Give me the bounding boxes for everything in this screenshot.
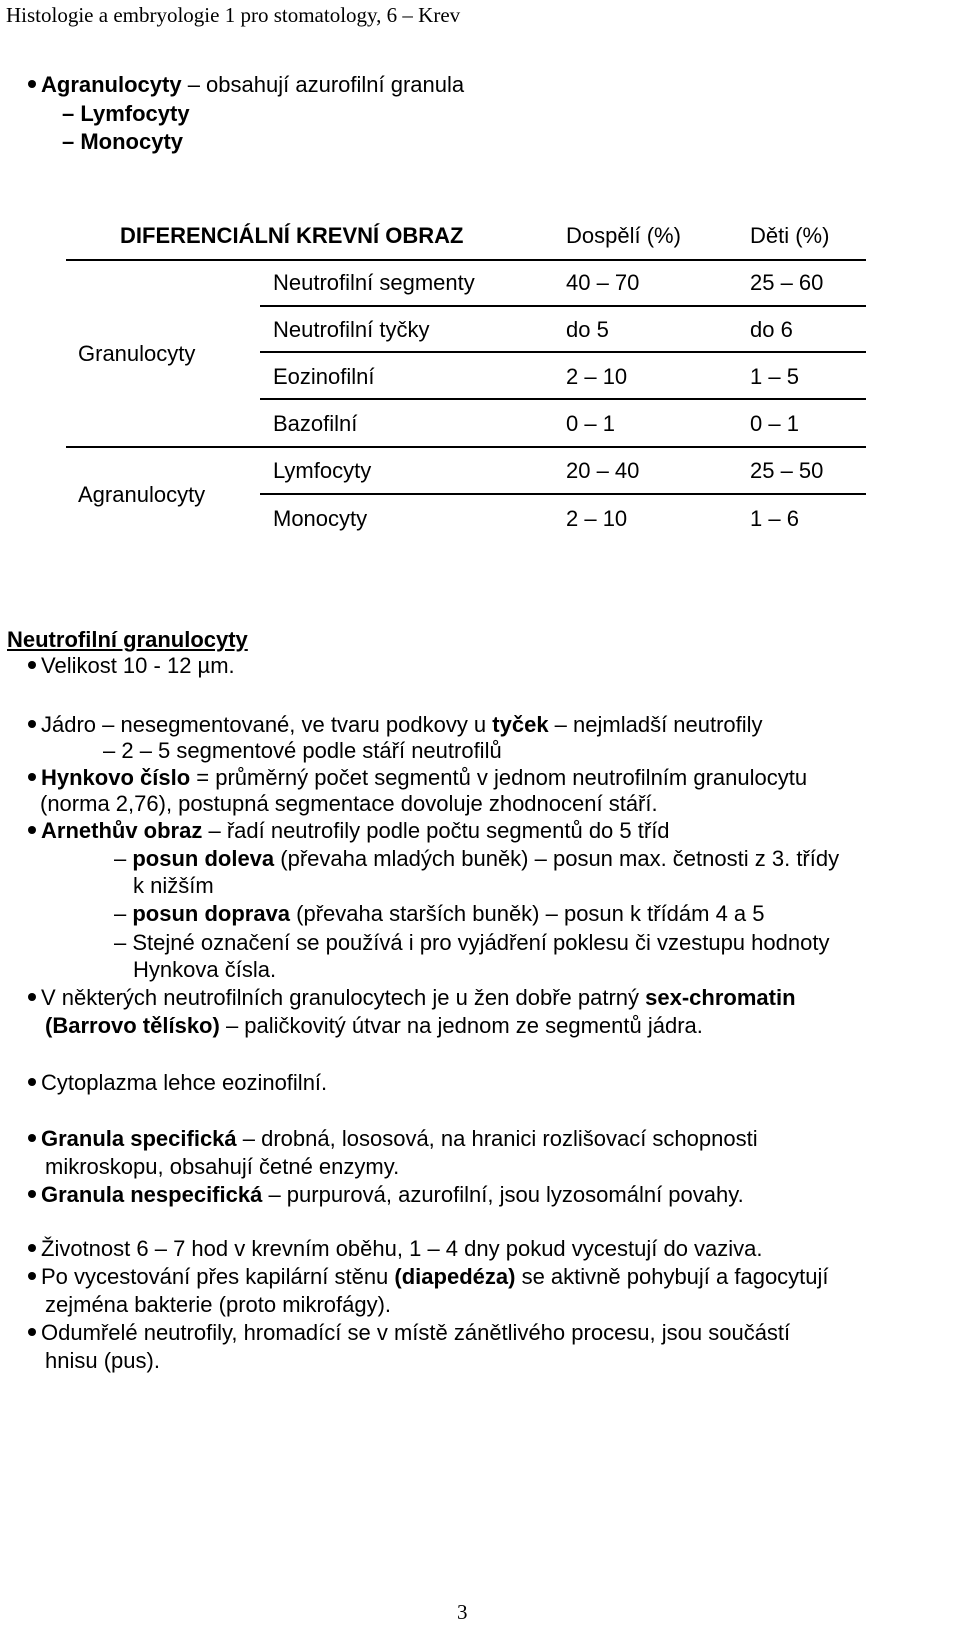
bullet-icon (28, 720, 36, 728)
shift-right-line (114, 901, 765, 927)
dead-neutrophils-bullet (28, 1320, 790, 1346)
row-adults: 40 – 70 (566, 270, 640, 295)
row-children: do 6 (750, 317, 793, 342)
band-term: tyček (492, 712, 549, 737)
diapedesis-term: (diapedéza) (394, 1264, 516, 1289)
table-rule (66, 446, 866, 448)
dead-neutrophils-text-2: hnisu (pus). (45, 1348, 160, 1373)
shift-left-text-2: k nižším (133, 873, 214, 898)
table-rule (260, 351, 866, 353)
table-rule (260, 305, 866, 307)
specific-granules-bullet (28, 1126, 758, 1152)
group-granulocytes: Granulocyty (78, 341, 196, 366)
row-name: Lymfocyty (273, 458, 372, 483)
row-children: 25 – 60 (750, 270, 824, 295)
nucleus-text-end: – nejmladší neutrofily (548, 712, 763, 737)
bullet-icon (28, 80, 36, 88)
neutrophils-heading: Neutrofilní granulocyty (7, 627, 248, 652)
shift-right-text: (převaha starších buněk) – posun k třídám 4 a 5 (290, 901, 765, 926)
nonspecific-granules-bullet (28, 1182, 744, 1208)
bullet-icon (28, 661, 36, 669)
table-rule (66, 259, 866, 261)
bullet-icon (28, 1078, 36, 1086)
same-note-2: Hynkova čísla. (133, 957, 277, 982)
lifespan-bullet (28, 1236, 763, 1262)
hynek-term: Hynkovo číslo (41, 765, 191, 790)
barr-body-line (45, 1013, 703, 1039)
row-adults: 20 – 40 (566, 458, 640, 483)
same-note: – Stejné označení se používá i pro vyjádření poklesu či vzestupu hodnoty (114, 930, 830, 955)
bullet-icon (28, 993, 36, 1001)
shift-right-term: posun doprava (132, 901, 291, 926)
dash: – (114, 901, 133, 926)
bullet-icon (28, 1190, 36, 1198)
size-text: Velikost 10 - 12 µm. (41, 653, 235, 678)
group-agranulocytes: Agranulocyty (78, 482, 206, 507)
hynek-text-2: (norma 2,76), postupná segmentace dovoluje zhodnocení stáří. (40, 791, 658, 816)
sex-chromatin-term: sex-chromatin (645, 985, 796, 1010)
arneth-bullet (28, 818, 670, 844)
monocytes-item: – Monocyty (62, 129, 184, 154)
table-title: DIFERENCIÁLNÍ KREVNÍ OBRAZ (120, 223, 464, 248)
shift-left-term: posun doleva (132, 846, 275, 871)
shift-left-line (114, 846, 839, 872)
row-name: Bazofilní (273, 411, 358, 436)
dash: – (114, 846, 133, 871)
agranulocytes-desc: – obsahují azurofilní granula (181, 72, 465, 97)
cytoplasm-bullet (28, 1070, 327, 1096)
specific-granules-text: – drobná, lososová, na hranici rozlišovací schopnosti (236, 1126, 758, 1151)
table-rule (260, 493, 866, 495)
row-children: 1 – 6 (750, 506, 799, 531)
table-rule (260, 398, 866, 400)
diapedesis-text-2: zejména bakterie (proto mikrofágy). (45, 1292, 392, 1317)
shift-left-text: (převaha mladých buněk) – posun max. četnosti z 3. třídy (274, 846, 840, 871)
document-header: Histologie a embryologie 1 pro stomatology, 6 – Krev (6, 3, 461, 27)
row-children: 25 – 50 (750, 458, 824, 483)
col-adults-header: Dospělí (%) (566, 223, 681, 248)
bullet-icon (28, 773, 36, 781)
row-children: 0 – 1 (750, 411, 799, 436)
bullet-icon (28, 1244, 36, 1252)
dead-neutrophils-text: Odumřelé neutrofily, hromadící se v místě zánětlivého procesu, jsou součástí (41, 1320, 791, 1345)
row-children: 1 – 5 (750, 364, 799, 389)
row-name: Eozinofilní (273, 364, 375, 389)
diapedesis-bullet (28, 1264, 829, 1290)
row-name: Neutrofilní segmenty (273, 270, 475, 295)
bullet-icon (28, 1272, 36, 1280)
col-children-header: Děti (%) (750, 223, 830, 248)
row-adults: do 5 (566, 317, 609, 342)
nucleus-sub: – 2 – 5 segmentové podle stáří neutrofilů (103, 738, 502, 763)
sex-chromatin-bullet (28, 985, 796, 1011)
nucleus-text: Jádro – nesegmentované, ve tvaru podkovy u (41, 712, 493, 737)
lymphocytes-item: – Lymfocyty (62, 101, 190, 126)
size-bullet (28, 653, 235, 679)
nonspecific-granules-term: Granula nespecifická (41, 1182, 263, 1207)
hynek-bullet (28, 765, 807, 791)
diapedesis-text-end: se aktivně pohybují a fagocytují (515, 1264, 829, 1289)
diapedesis-text: Po vycestování přes kapilární stěnu (41, 1264, 395, 1289)
nonspecific-granules-text: – purpurová, azurofilní, jsou lyzosomální povahy. (262, 1182, 744, 1207)
barr-body-text: – paličkovitý útvar na jednom ze segmentů jádra. (219, 1013, 703, 1038)
nucleus-bullet (28, 712, 763, 738)
specific-granules-term: Granula specifická (41, 1126, 237, 1151)
sex-chromatin-text: V některých neutrofilních granulocytech je u žen dobře patrný (41, 985, 646, 1010)
page-number: 3 (457, 1600, 468, 1624)
bullet-icon (28, 826, 36, 834)
bullet-icon (28, 1328, 36, 1336)
barr-body-term: (Barrovo tělísko) (45, 1013, 220, 1038)
cytoplasm-text: Cytoplazma lehce eozinofilní. (41, 1070, 328, 1095)
row-adults: 2 – 10 (566, 364, 628, 389)
row-adults: 0 – 1 (566, 411, 615, 436)
specific-granules-text-2: mikroskopu, obsahují četné enzymy. (45, 1154, 400, 1179)
row-name: Neutrofilní tyčky (273, 317, 430, 342)
agranulocytes-bullet (28, 72, 464, 98)
row-adults: 2 – 10 (566, 506, 628, 531)
arneth-text: – řadí neutrofily podle počtu segmentů do 5 tříd (202, 818, 670, 843)
arneth-term: Arnethův obraz (41, 818, 203, 843)
agranulocytes-heading: Agranulocyty (41, 72, 182, 97)
lifespan-text: Životnost 6 – 7 hod v krevním oběhu, 1 – 4 dny pokud vycestují do vaziva. (41, 1236, 763, 1261)
hynek-text: = průměrný počet segmentů v jednom neutrofilním granulocytu (190, 765, 808, 790)
bullet-icon (28, 1134, 36, 1142)
row-name: Monocyty (273, 506, 368, 531)
